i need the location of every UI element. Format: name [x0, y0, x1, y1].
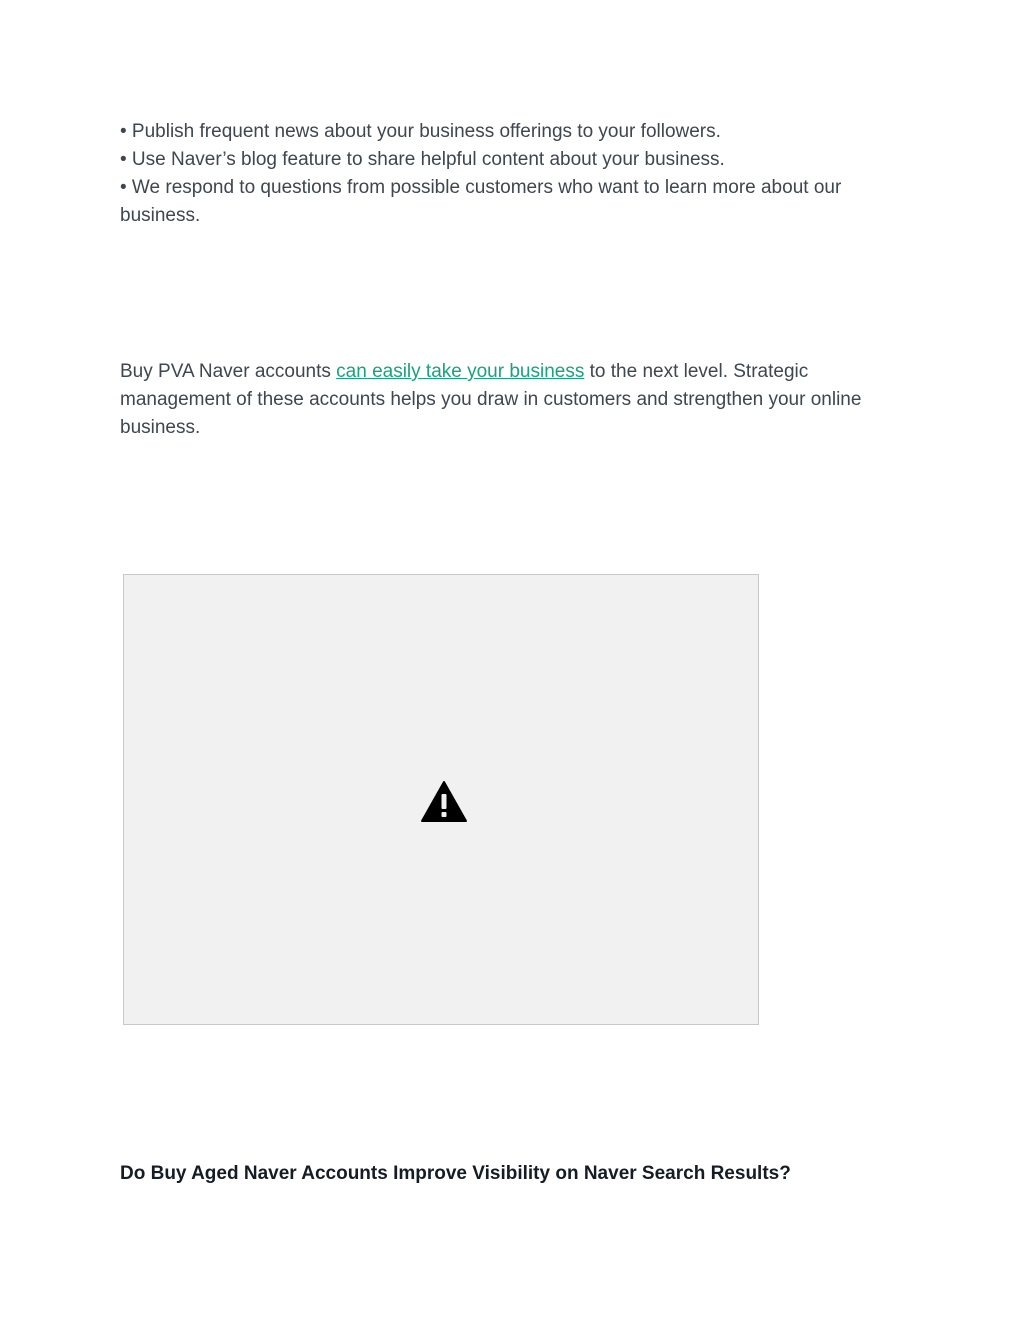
bullet-list — [120, 118, 900, 230]
bullet-item: • Use Naver’s blog feature to share helpful content about your business. — [120, 149, 725, 170]
section-heading: Do Buy Aged Naver Accounts Improve Visibility on Naver Search Results? — [120, 1163, 791, 1184]
business-link[interactable]: can easily take your business — [336, 361, 585, 382]
warning-icon — [420, 780, 468, 824]
broken-image-placeholder — [123, 574, 759, 1025]
paragraph-text-before: Buy PVA Naver accounts — [120, 361, 337, 382]
bullet-item: • Publish frequent news about your business offerings to your followers. — [120, 121, 721, 142]
bullet-item: • We respond to questions from possible customers who want to learn more about our business. — [120, 177, 842, 226]
body-paragraph — [120, 358, 880, 442]
paragraph-text-after: to the next level. Strategic management of these accounts helps you draw in customers and strengthen your online business. — [120, 361, 862, 438]
